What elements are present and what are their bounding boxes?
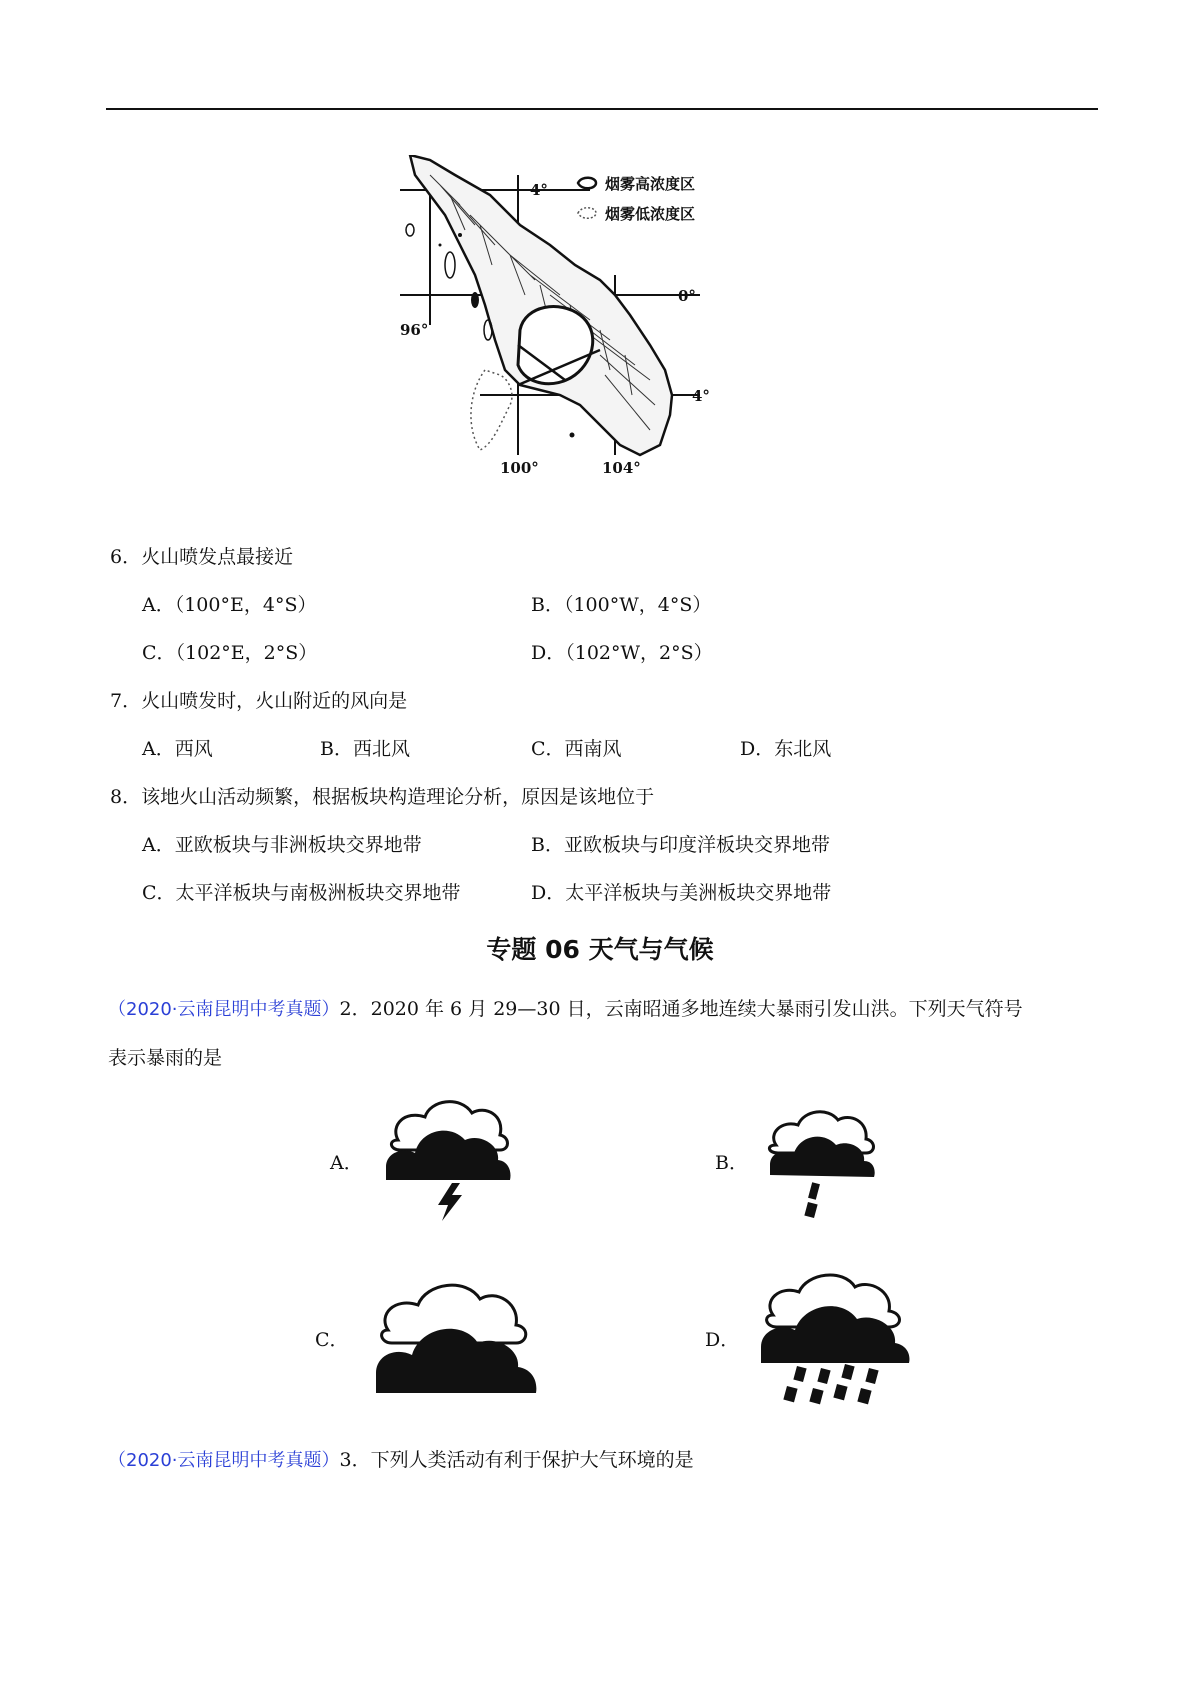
q6-stem: 6．火山喷发点最接近 (110, 546, 294, 568)
q6-option-d[interactable]: D．（102°W，2°S） (531, 642, 713, 664)
light-rain-icon[interactable] (762, 1105, 892, 1220)
q7-option-a[interactable]: A．西风 (142, 738, 213, 760)
q2-text-line1: 2．2020 年 6 月 29—30 日，云南昭通多地连续大暴雨引发山洪。下列天气符号 (339, 998, 1023, 1020)
smoke-low-zone (471, 370, 512, 450)
q7-option-d[interactable]: D．东北风 (740, 738, 832, 760)
q3-text: 3．下列人类活动有利于保护大气环境的是 (339, 1449, 694, 1471)
q2-option-b-label[interactable]: B． (715, 1152, 748, 1174)
lat-4n-label: 4° (530, 181, 548, 199)
q3-line (108, 1446, 694, 1475)
q2-source: （2020·云南昆明中考真题） (108, 999, 340, 1020)
lat-4s-label: 4° (692, 387, 710, 405)
q8-option-d[interactable]: D．太平洋板块与美洲板块交界地带 (531, 882, 832, 904)
q3-source: （2020·云南昆明中考真题） (108, 1450, 340, 1471)
q8-stem: 8．该地火山活动频繁，根据板块构造理论分析，原因是该地位于 (110, 786, 655, 808)
q6-option-a[interactable]: A．（100°E，4°S） (142, 594, 317, 616)
top-rule (106, 108, 1098, 110)
q6-option-b[interactable]: B．（100°W，4°S） (531, 594, 712, 616)
island-outline (410, 155, 672, 455)
legend-low-icon (578, 208, 596, 219)
q6-option-c[interactable]: C．（102°E，2°S） (142, 642, 318, 664)
q8-option-b[interactable]: B．亚欧板块与印度洋板块交界地带 (531, 834, 830, 856)
legend-low-label: 烟雾低浓度区 (605, 205, 696, 223)
lon-96-label: 96° (400, 321, 429, 339)
legend-high-label: 烟雾高浓度区 (605, 175, 696, 193)
q2-option-a-label[interactable]: A． (330, 1152, 363, 1174)
lon-104-label: 104° (602, 459, 641, 477)
q2-option-c-label[interactable]: C． (315, 1329, 349, 1351)
lon-100-label: 100° (500, 459, 539, 477)
sumatra-smoke-map (400, 155, 820, 515)
legend-high-icon (578, 178, 596, 189)
q2-text-line2: 表示暴雨的是 (108, 1047, 223, 1069)
lat-0-label: 0° (678, 287, 696, 305)
heavy-rain-icon[interactable] (755, 1265, 915, 1405)
overcast-icon[interactable] (370, 1275, 545, 1400)
q7-option-b[interactable]: B．西北风 (320, 738, 410, 760)
q7-stem: 7．火山喷发时，火山附近的风向是 (110, 690, 408, 712)
q2-line1 (108, 995, 1023, 1024)
q8-option-a[interactable]: A．亚欧板块与非洲板块交界地带 (142, 834, 422, 856)
q7-option-c[interactable]: C．西南风 (531, 738, 622, 760)
thunderstorm-icon[interactable] (380, 1095, 530, 1230)
q8-option-c[interactable]: C．太平洋板块与南极洲板块交界地带 (142, 882, 461, 904)
q2-option-d-label[interactable]: D． (705, 1329, 740, 1351)
section-title: 专题 06 天气与气候 (486, 935, 714, 964)
